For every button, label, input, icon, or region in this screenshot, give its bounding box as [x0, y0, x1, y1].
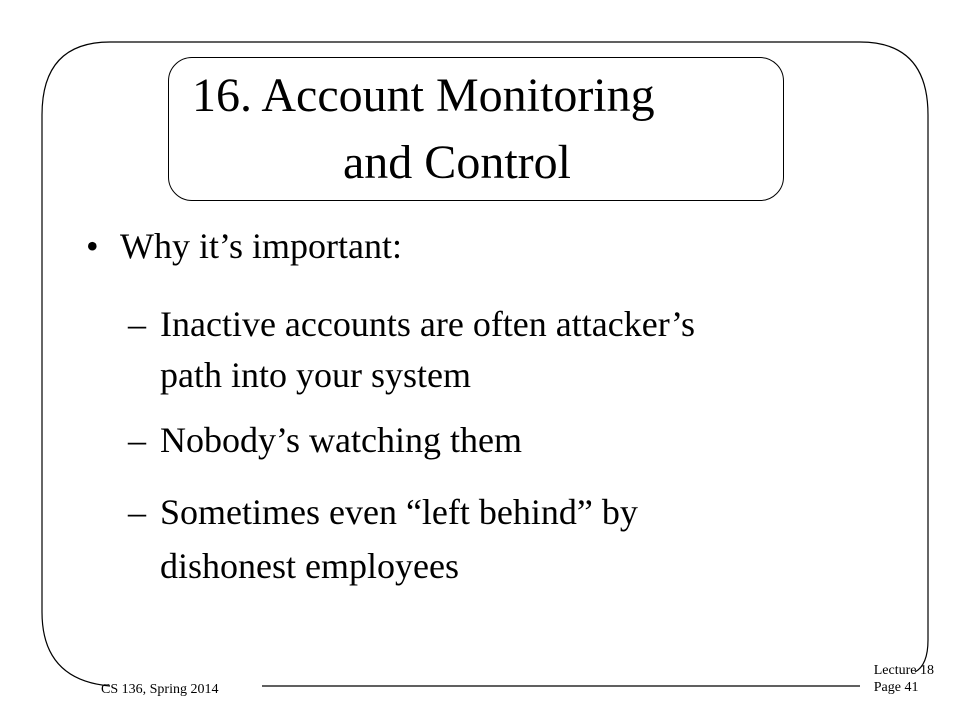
sub-item-2-line-1: Nobody’s watching them	[160, 420, 522, 460]
slide-title-line-1: 16. Account Monitoring	[192, 69, 655, 122]
sub-item-1-marker: –	[128, 304, 146, 344]
sub-item-3-marker: –	[128, 492, 146, 532]
bullet-text: Why it’s important:	[120, 226, 402, 266]
footer-lecture-page	[874, 662, 934, 696]
bullet-marker: •	[86, 226, 99, 266]
sub-item-1-line-2: path into your system	[160, 355, 471, 395]
footer-course: CS 136, Spring 2014	[101, 682, 219, 697]
sub-item-3-line-1: Sometimes even “left behind” by	[160, 492, 638, 532]
slide-title-line-2: and Control	[343, 136, 571, 189]
sub-item-3-line-2: dishonest employees	[160, 546, 459, 586]
footer-lecture: Lecture 18	[873, 663, 934, 678]
sub-item-1-line-1: Inactive accounts are often attacker’s	[160, 304, 696, 344]
footer-page: Page 41	[873, 680, 919, 695]
sub-item-2-marker: –	[128, 420, 146, 460]
